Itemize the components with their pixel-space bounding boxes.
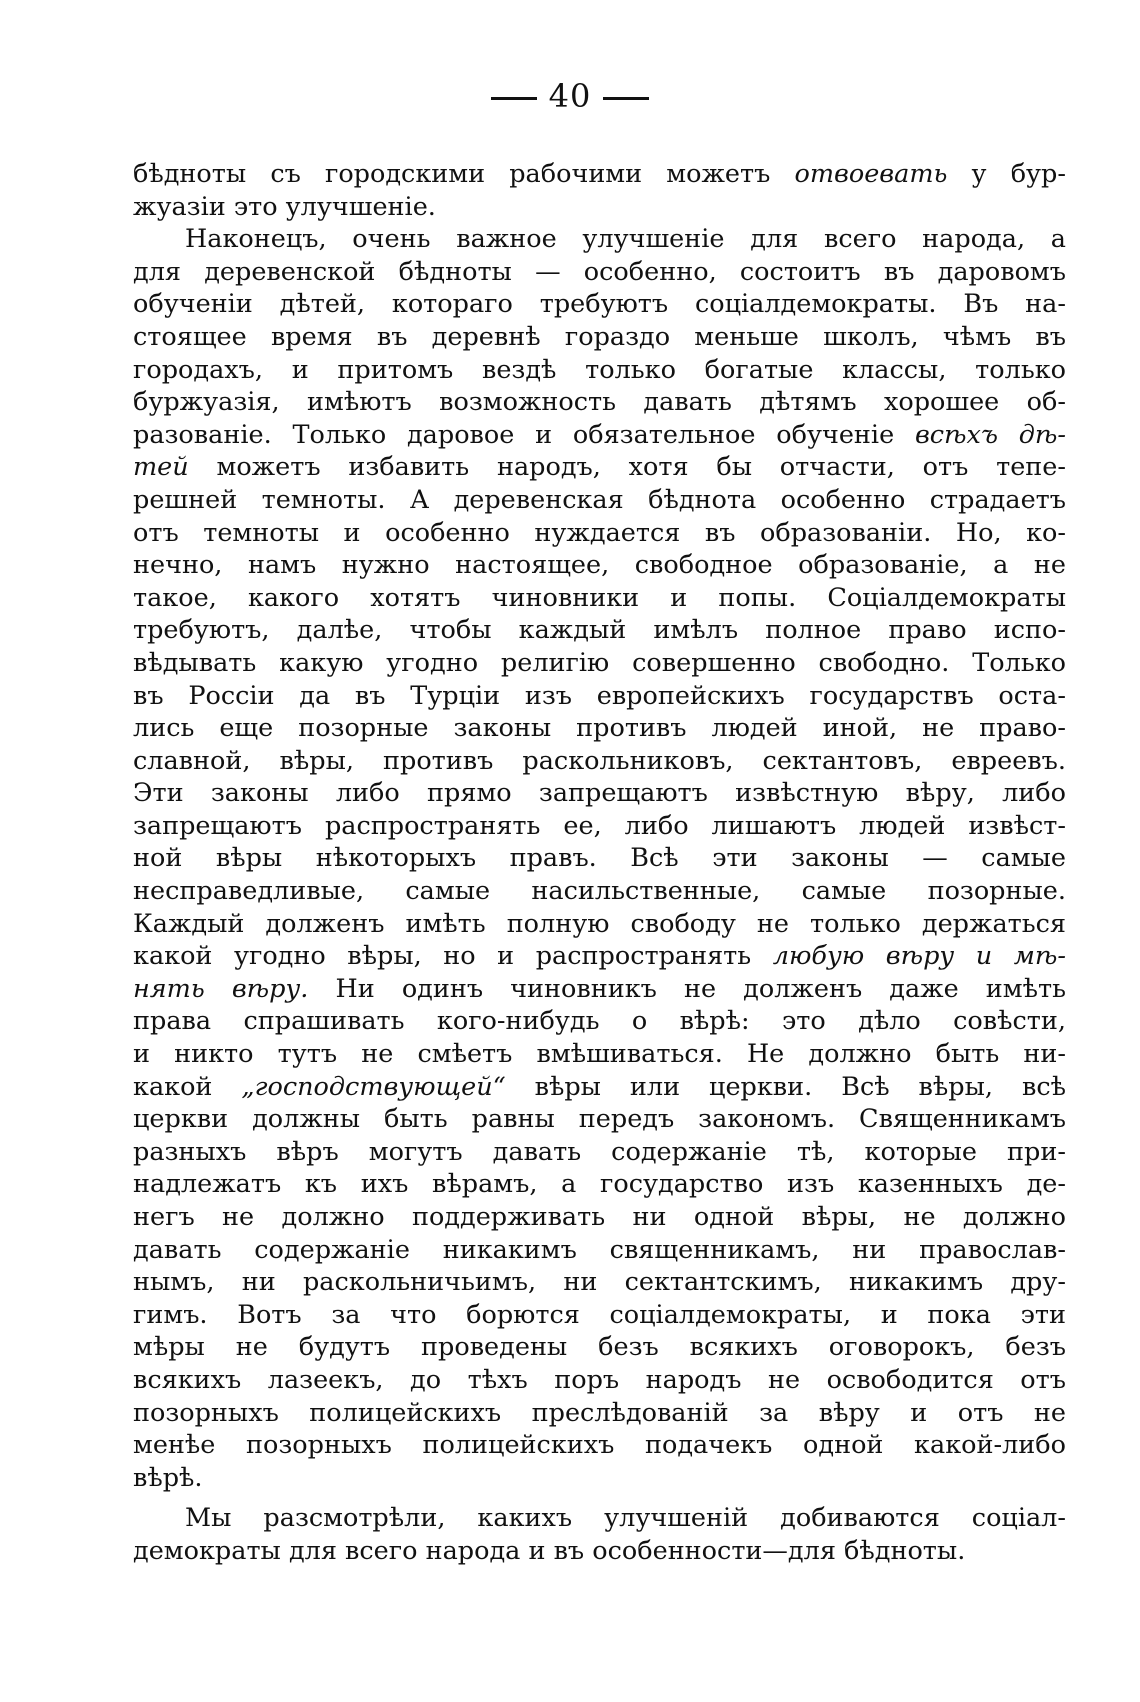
text-line [133,647,1066,680]
text-segment: давать содержаніе никакимъ священникамъ, ни православ- [133,1234,1066,1265]
text-segment: какой угодно вѣры, но и распространять [133,941,773,972]
text-segment: такое, какого хотятъ чиновники и попы. Соціалдемократы [133,582,1066,613]
text-line [133,1266,1066,1299]
text-segment: вѣры или церкви. Всѣ вѣры, всѣ [505,1071,1066,1102]
text-segment: Эти законы либо прямо запрещаютъ извѣстную вѣру, либо [133,778,1066,809]
text-line [133,223,1066,256]
text-line [133,1429,1066,1462]
text-line [133,1299,1066,1332]
text-line [133,1136,1066,1169]
text-segment: требуютъ, далѣе, чтобы каждый имѣлъ полное право испо- [133,615,1066,646]
paragraph [133,1502,1066,1567]
text-line [133,680,1066,713]
text-segment: у бур- [947,159,1066,189]
italic-text: отвоевать [794,159,948,189]
text-line [133,1168,1066,1201]
italic-text: всѣхъ дѣ- [914,419,1066,450]
italic-text: любую вѣру и мѣ- [772,941,1066,972]
text-segment: демократы для всего народа и въ особенности—для бѣдноты. [133,1535,966,1566]
page-number [0,76,1140,116]
text-segment: и никто тутъ не смѣетъ вмѣшиваться. Не должно быть ни- [133,1039,1066,1070]
text-line [133,810,1066,843]
text-line [133,973,1066,1006]
text-line [133,1462,1066,1495]
text-line [133,419,1066,452]
text-line [133,484,1066,517]
text-line [133,1038,1066,1071]
italic-text: „господствующей“ [241,1071,506,1102]
text-segment: Наконецъ, очень важное улучшеніе для всего народа, а [185,224,1066,255]
text-segment: отъ темноты и особенно нуждается въ образованіи. Но, ко- [133,517,1066,548]
text-segment: какой [133,1071,242,1102]
text-line [133,158,1066,191]
paragraph [133,223,1066,1494]
text-line [133,582,1066,615]
text-line [133,1397,1066,1430]
text-segment: Ни одинъ чиновникъ не долженъ даже имѣть [308,973,1066,1004]
text-line [133,1364,1066,1397]
text-segment: позорныхъ полицейскихъ преслѣдованій за вѣру и отъ не [133,1397,1066,1428]
text-segment: права спрашивать кого-нибудь о вѣрѣ: это дѣло совѣсти, [133,1006,1066,1037]
text-line [133,1005,1066,1038]
text-line [133,1331,1066,1364]
text-line [133,1502,1066,1535]
text-line [133,1071,1066,1104]
text-segment: нымъ, ни раскольничьимъ, ни сектантскимъ, никакимъ дру- [133,1267,1066,1298]
text-segment: разныхъ вѣръ могутъ давать содержаніе тѣ, которые при- [133,1136,1066,1167]
text-line [133,321,1066,354]
text-segment: решней темноты. А деревенская бѣднота особенно страдаетъ [133,484,1066,515]
text-segment: негъ не должно поддерживать ни одной вѣры, не должно [133,1202,1066,1232]
text-segment: для деревенской бѣдноты — особенно, состоитъ въ даровомъ [133,256,1066,287]
text-line [133,940,1066,973]
text-segment: нечно, намъ нужно настоящее, свободное образованіе, а не [133,550,1066,581]
text-line [133,875,1066,908]
text-segment: буржуазія, имѣютъ возможность давать дѣтямъ хорошее об- [133,387,1066,418]
text-line [133,288,1066,321]
text-line [133,191,1066,224]
text-segment: надлежатъ къ ихъ вѣрамъ, а государство изъ казенныхъ де- [133,1169,1066,1200]
text-segment: жуазіи это улучшеніе. [133,191,436,222]
text-line [133,712,1066,745]
text-line [133,1234,1066,1267]
text-segment: въ Россіи да въ Турціи изъ европейскихъ государствъ оста- [133,680,1066,711]
italic-text: нять вѣру. [133,973,309,1004]
text-line [133,451,1066,484]
page-number-value: 40 [548,77,592,115]
text-segment: несправедливые, самые насильственные, самые позорные. [133,876,1066,907]
text-segment: обученіи дѣтей, котораго требуютъ соціалдемократы. Въ на- [133,289,1066,320]
text-segment: разованіе. Только даровое и обязательное обученіе [133,419,915,450]
text-segment: вѣрѣ. [133,1462,203,1493]
text-segment: можетъ избавить народъ, хотя бы отчасти, отъ тепе- [188,452,1066,483]
page-number-left-dash [491,97,537,100]
text-segment: мѣры не будутъ проведены безъ всякихъ оговорокъ, безъ [133,1332,1066,1363]
text-line [133,1103,1066,1136]
text-segment: запрещаютъ распространять ее, либо лишаютъ людей извѣст- [133,810,1066,841]
text-segment: славной, вѣры, противъ раскольниковъ, сектантовъ, евреевъ. [133,745,1066,776]
italic-text: тей [133,452,189,483]
paragraph [133,158,1066,223]
page-body-text [133,158,1066,1568]
page-number-right-dash [603,97,649,100]
text-segment: Каждый долженъ имѣть полную свободу не только держаться [133,908,1066,939]
text-line [133,517,1066,550]
text-line [133,1535,1066,1568]
text-segment: гимъ. Вотъ за что борются соціалдемократы, и пока эти [133,1299,1066,1330]
text-segment: ной вѣры нѣкоторыхъ правъ. Всѣ эти законы — самые [133,843,1066,874]
text-line [133,549,1066,582]
text-segment: всякихъ лазеекъ, до тѣхъ поръ народъ не освободится отъ [133,1364,1066,1395]
text-line [133,842,1066,875]
text-segment: городахъ, и притомъ вездѣ только богатые классы, только [133,354,1066,385]
text-segment: церкви должны быть равны передъ закономъ. Священникамъ [133,1104,1066,1135]
text-segment: Мы разсмотрѣли, какихъ улучшеній добиваются соціал- [185,1503,1066,1534]
text-line [133,777,1066,810]
text-line [133,1201,1066,1234]
text-segment: стоящее время въ деревнѣ гораздо меньше школъ, чѣмъ въ [133,321,1066,352]
text-line [133,354,1066,387]
text-line [133,745,1066,778]
text-segment: менѣе позорныхъ полицейскихъ подачекъ одной какой-либо [133,1430,1066,1461]
text-segment: бѣдноты съ городскими рабочими можетъ [133,159,795,189]
text-line [133,256,1066,289]
text-segment: лись еще позорные законы противъ людей иной, не право- [133,713,1066,744]
text-line [133,386,1066,419]
text-line [133,614,1066,647]
text-segment: вѣдывать какую угодно религію совершенно свободно. Только [133,647,1066,678]
text-line [133,908,1066,941]
